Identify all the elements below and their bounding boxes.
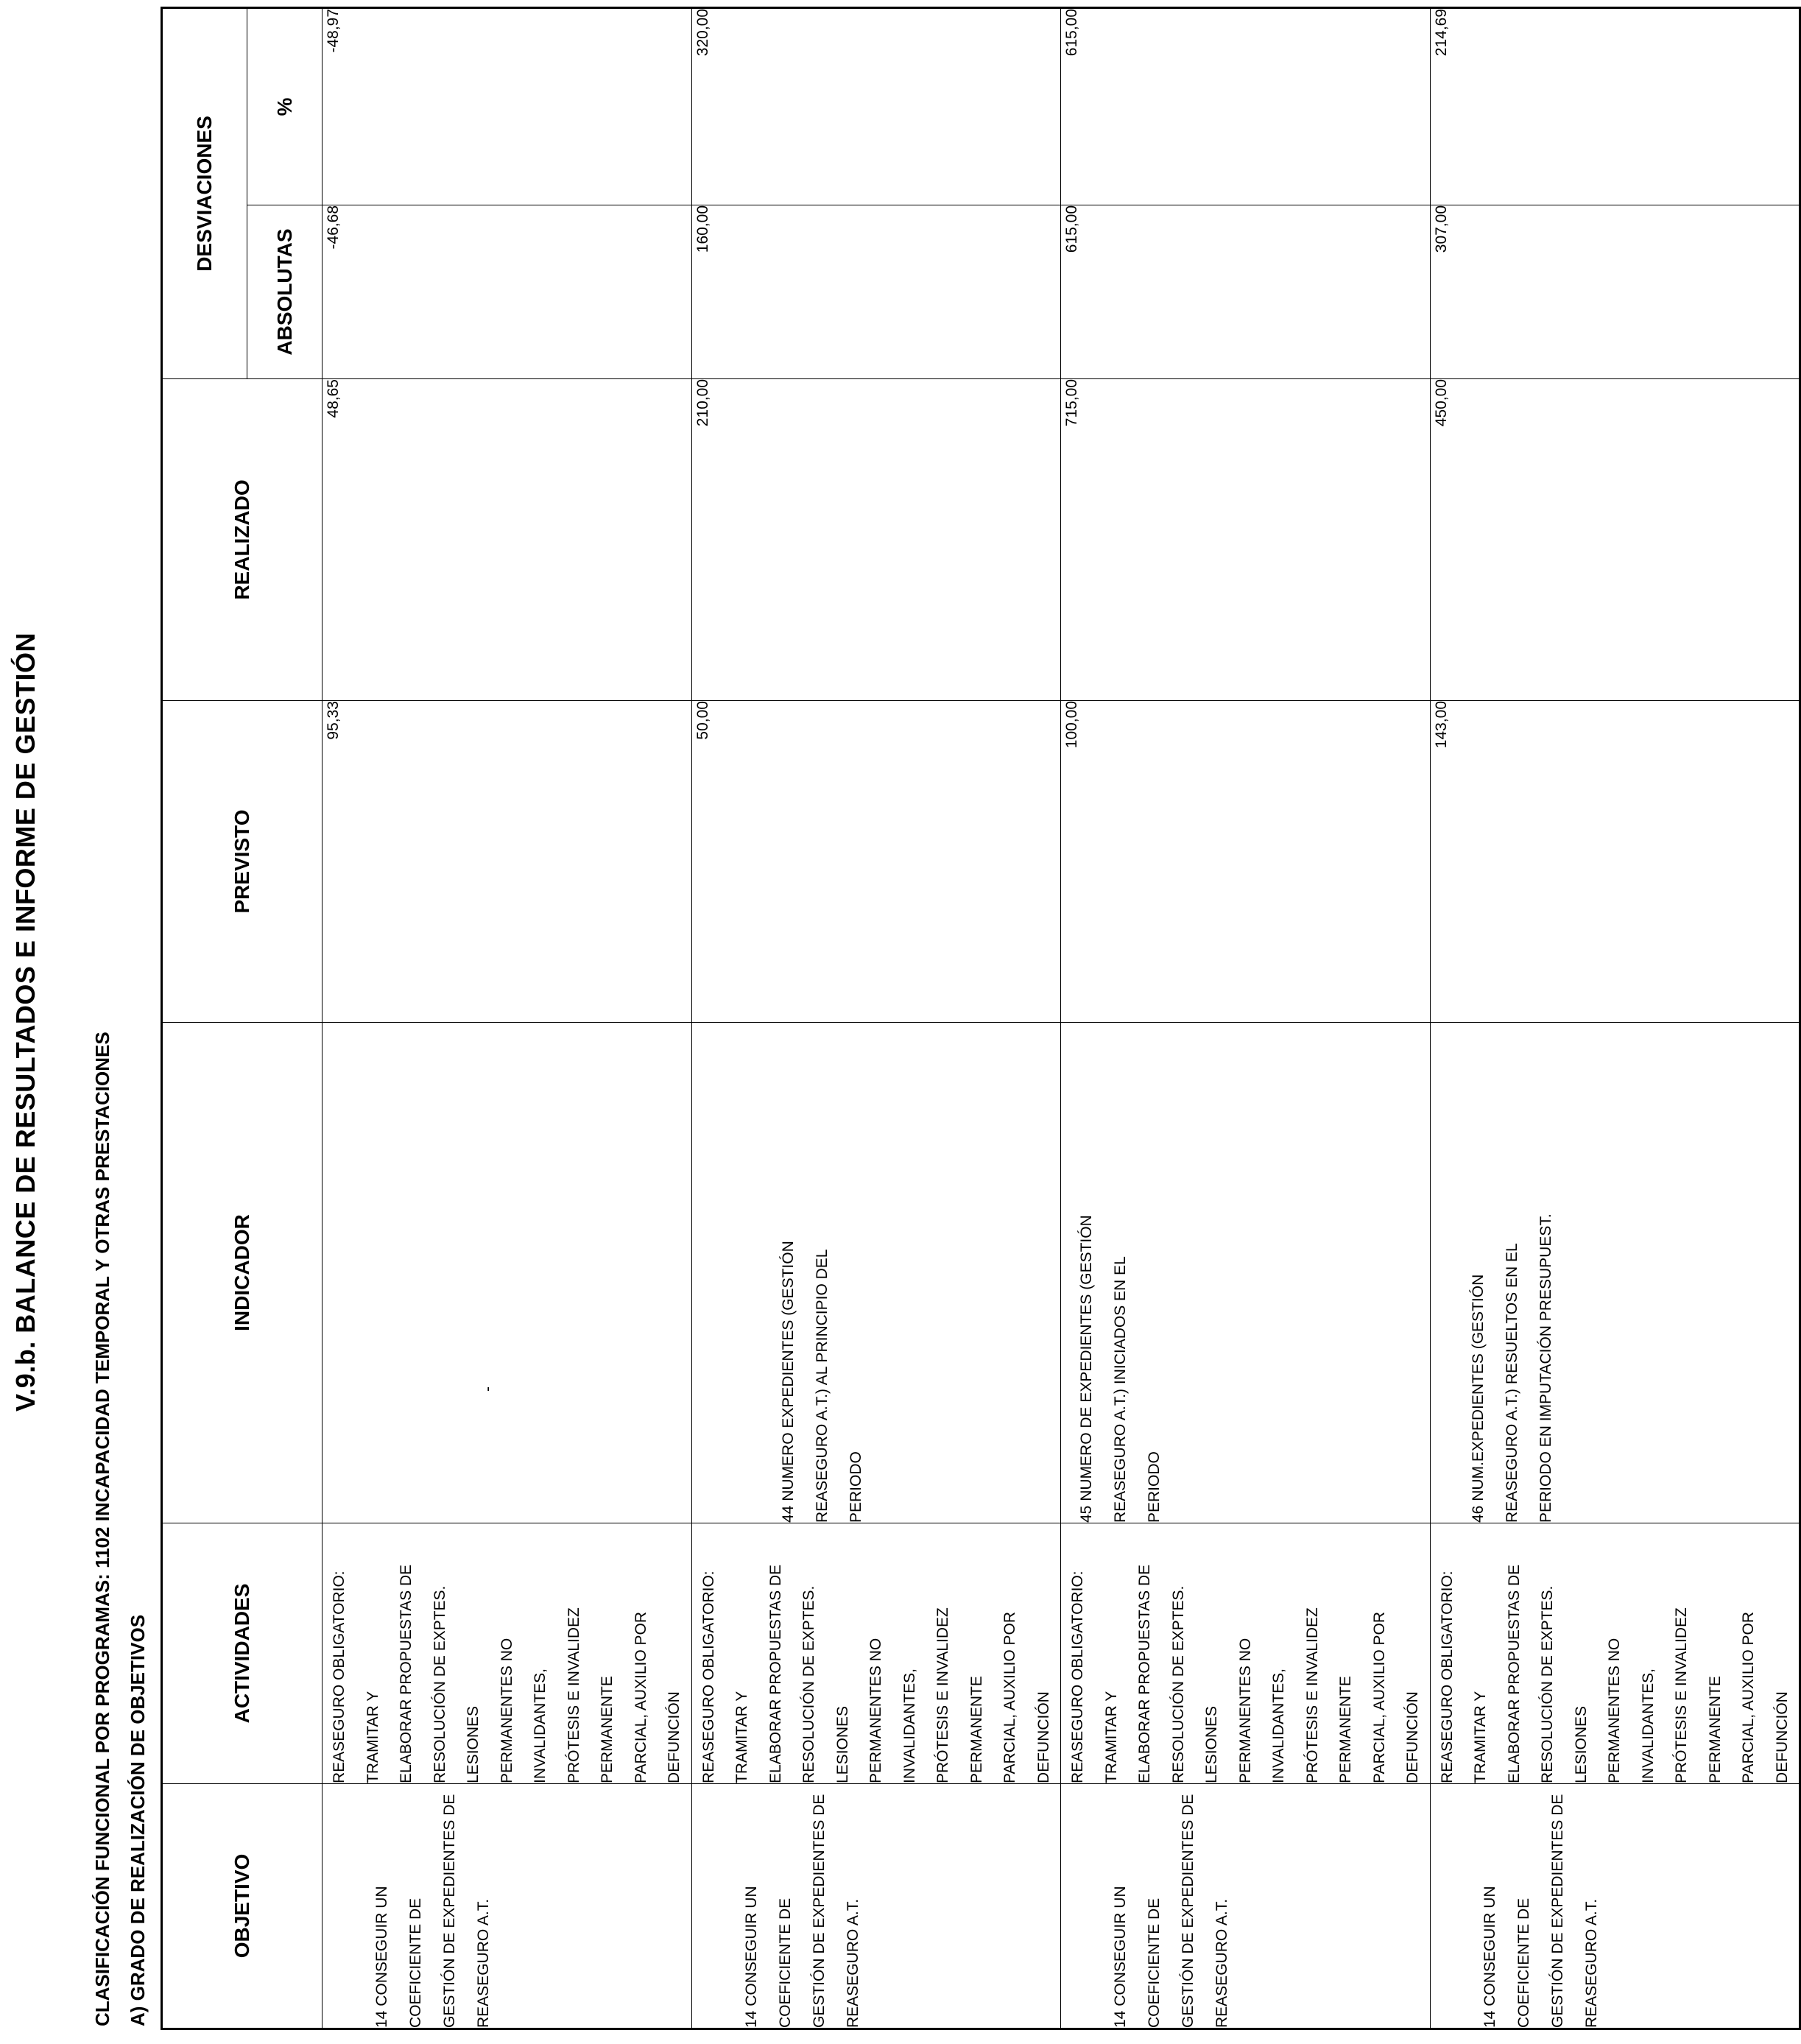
indicator-cell-line: REASEGURO A.T.) RESUELTOS EN EL: [1503, 1243, 1520, 1523]
activities-cell-line: ELABORAR PROPUESTAS DE: [766, 1564, 784, 1783]
activities-cell: [691, 1523, 1061, 1784]
activities-cell: [1061, 1523, 1431, 1784]
activities-cell-line: RESOLUCIÓN DE EXPTES. LESIONES: [431, 1585, 482, 1783]
indicator-cell: [691, 1023, 1061, 1523]
activities-cell-line: RESOLUCIÓN DE EXPTES. LESIONES: [800, 1585, 851, 1783]
objective-cell-line: GESTIÓN DE EXPEDIENTES DE: [1180, 1794, 1196, 2028]
activities-cell-line: REASEGURO OBLIGATORIO: TRAMITAR Y: [1438, 1571, 1489, 1783]
section-heading: A) GRADO DE REALIZACIÓN DE OBJETIVOS: [127, 1614, 149, 2026]
activities-cell-line: PERMANENTES NO INVALIDANTES,: [498, 1638, 549, 1783]
objective-cell: [323, 1784, 692, 2029]
indicator-cell-line: 46 NUM.EXPEDIENTES (GESTIÓN: [1469, 1274, 1487, 1523]
table-row: [323, 7, 692, 2029]
activities-cell-line: ELABORAR PROPUESTAS DE: [398, 1564, 415, 1783]
previsto-value: 50,00: [691, 701, 1061, 1023]
program-classification: CLASIFICACIÓN FUNCIONAL POR PROGRAMAS: 1102 INCAPACIDAD TEMPORAL Y OTRAS PRESTACIONES: [91, 1032, 113, 2026]
objective-cell: [691, 1784, 1061, 2029]
activities-cell-line: PRÓTESIS E INVALIDEZ PERMANENTE: [1673, 1607, 1724, 1783]
header-previsto: PREVISTO: [162, 701, 323, 1023]
table-row: [1430, 7, 1800, 2029]
activities-cell-line: REASEGURO OBLIGATORIO: TRAMITAR Y: [699, 1571, 750, 1783]
indicator-cell-line: PERIODO: [1146, 1451, 1163, 1523]
activities-cell-line: REASEGURO OBLIGATORIO: TRAMITAR Y: [331, 1571, 381, 1783]
absolutas-value: -46,68: [323, 205, 692, 379]
absolutas-value: 307,00: [1430, 205, 1800, 379]
previsto-value: 143,00: [1430, 701, 1800, 1023]
header-actividades: ACTIVIDADES: [162, 1523, 323, 1784]
objective-cell-line: 14 CONSEGUIR UN COEFICIENTE DE: [742, 1886, 794, 2028]
activities-cell-line: RESOLUCIÓN DE EXPTES. LESIONES: [1539, 1585, 1590, 1783]
indicator-cell: [1430, 1023, 1800, 1523]
activities-cell: [323, 1523, 692, 1784]
header-indicador: INDICADOR: [162, 1023, 323, 1523]
table-row: [1061, 7, 1431, 2029]
activities-cell-line: PERMANENTES NO INVALIDANTES,: [1236, 1638, 1287, 1783]
activities-cell-line: PARCIAL, AUXILIO POR DEFUNCIÓN: [1370, 1611, 1421, 1783]
activities-cell-line: PRÓTESIS E INVALIDEZ PERMANENTE: [934, 1607, 985, 1783]
absolutas-value: 160,00: [691, 205, 1061, 379]
porcentaje-value: 214,69: [1430, 7, 1800, 205]
objective-cell-line: REASEGURO A.T.: [475, 1898, 492, 2028]
indicator-cell-line: 44 NUMERO EXPEDIENTES (GESTIÓN: [779, 1241, 797, 1523]
objective-cell-line: REASEGURO A.T.: [1213, 1898, 1230, 2028]
activities-cell-line: ELABORAR PROPUESTAS DE: [1505, 1564, 1523, 1783]
indicator-cell-line: REASEGURO A.T.) AL PRINCIPIO DEL: [813, 1249, 831, 1523]
activities-cell-line: PARCIAL, AUXILIO POR DEFUNCIÓN: [1001, 1611, 1052, 1783]
table-body: [323, 7, 1800, 2029]
objectives-table: [161, 7, 1801, 2030]
table-row: [691, 7, 1061, 2029]
objective-cell-line: REASEGURO A.T.: [1582, 1898, 1600, 2028]
header-porcentaje: %: [247, 7, 323, 205]
activities-cell-line: RESOLUCIÓN DE EXPTES. LESIONES: [1169, 1585, 1220, 1783]
header-objetivo: OBJETIVO: [162, 1784, 323, 2029]
activities-cell-line: PERMANENTES NO INVALIDANTES,: [1606, 1638, 1657, 1783]
objective-cell-line: 14 CONSEGUIR UN COEFICIENTE DE: [1481, 1886, 1532, 2028]
realizado-value: 715,00: [1061, 379, 1431, 701]
activities-cell-line: PRÓTESIS E INVALIDEZ PERMANENTE: [1303, 1607, 1354, 1783]
objective-cell-line: GESTIÓN DE EXPEDIENTES DE: [441, 1794, 458, 2028]
realizado-value: 210,00: [691, 379, 1061, 701]
activities-cell-line: PARCIAL, AUXILIO POR DEFUNCIÓN: [1740, 1611, 1791, 1783]
realizado-value: 450,00: [1430, 379, 1800, 701]
objective-cell-line: REASEGURO A.T.: [844, 1898, 861, 2028]
activities-cell-line: PRÓTESIS E INVALIDEZ PERMANENTE: [565, 1607, 616, 1783]
previsto-value: 100,00: [1061, 701, 1431, 1023]
porcentaje-value: -48,97: [323, 7, 692, 205]
objective-cell-line: 14 CONSEGUIR UN COEFICIENTE DE: [1112, 1886, 1163, 2028]
indicator-cell-line: 45 NUMERO DE EXPEDIENTES (GESTIÓN: [1078, 1215, 1095, 1523]
activities-cell-line: ELABORAR PROPUESTAS DE: [1136, 1564, 1153, 1783]
activities-cell-line: REASEGURO OBLIGATORIO: TRAMITAR Y: [1069, 1571, 1120, 1783]
indicator-cell-line: -: [479, 1386, 496, 1392]
indicator-cell-line: REASEGURO A.T.) INICIADOS EN EL: [1112, 1256, 1129, 1523]
header-desviaciones: DESVIACIONES: [162, 7, 247, 378]
activities-cell-line: PARCIAL, AUXILIO POR DEFUNCIÓN: [632, 1611, 683, 1783]
objective-cell-line: 14 CONSEGUIR UN COEFICIENTE DE: [373, 1886, 424, 2028]
indicator-cell-line: PERIODO: [847, 1451, 864, 1523]
header-absolutas: ABSOLUTAS: [247, 205, 323, 379]
previsto-value: 95,33: [323, 701, 692, 1023]
objective-cell: [1430, 1784, 1800, 2029]
indicator-cell-line: PERIODO EN IMPUTACIÓN PRESUPUEST.: [1537, 1213, 1554, 1523]
objective-cell-line: GESTIÓN DE EXPEDIENTES DE: [810, 1794, 828, 2028]
objective-cell: [1061, 1784, 1431, 2029]
page-title: V.9.b. BALANCE DE RESULTADOS E INFORME DE GESTIÓN: [10, 632, 40, 1412]
absolutas-value: 615,00: [1061, 205, 1431, 379]
porcentaje-value: 320,00: [691, 7, 1061, 205]
indicator-cell: [323, 1023, 692, 1523]
porcentaje-value: 615,00: [1061, 7, 1431, 205]
header-realizado: REALIZADO: [162, 379, 323, 701]
objective-cell-line: GESTIÓN DE EXPEDIENTES DE: [1548, 1794, 1566, 2028]
activities-cell-line: PERMANENTES NO INVALIDANTES,: [867, 1638, 918, 1783]
realizado-value: 48,65: [323, 379, 692, 701]
activities-cell: [1430, 1523, 1800, 1784]
indicator-cell: [1061, 1023, 1431, 1523]
